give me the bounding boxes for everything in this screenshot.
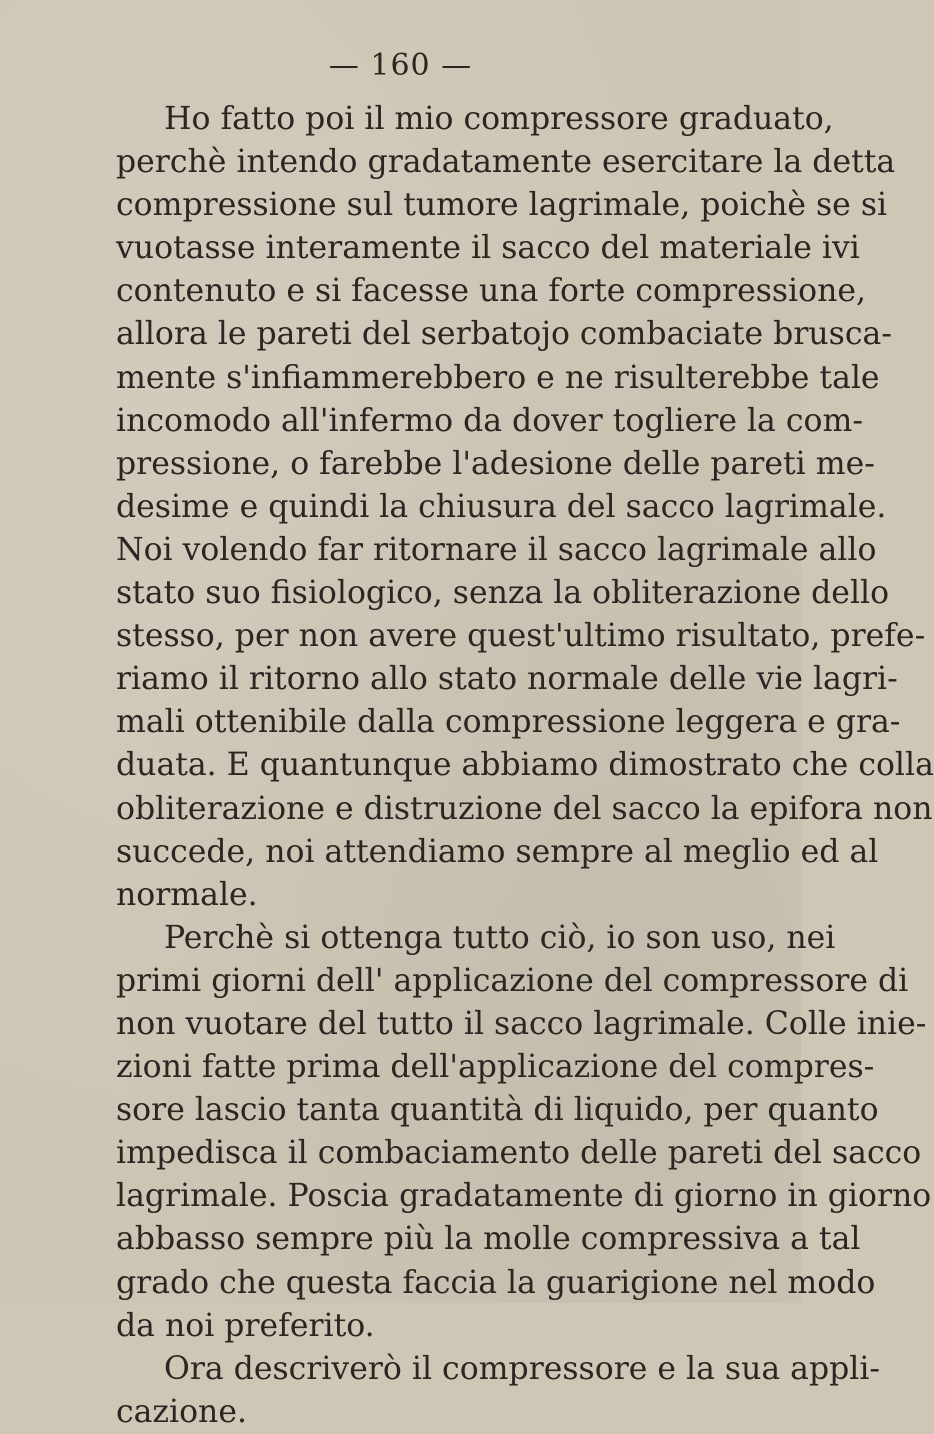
text-line: pressione, o farebbe l'adesione delle pareti me- <box>116 445 875 482</box>
text-line: grado che questa faccia la guarigione nel modo <box>116 1264 876 1301</box>
text-line: duata. E quantunque abbiamo dimostrato che colla <box>116 747 934 784</box>
text-line: obliterazione e distruzione del sacco la epifora non <box>116 790 933 827</box>
paragraph-2 <box>116 917 932 1348</box>
text-line: incomodo all'infermo da dover togliere la com- <box>116 402 863 439</box>
text-line: primi giorni dell' applicazione del compressore di <box>116 962 909 999</box>
text-line: Noi volendo far ritornare il sacco lagrimale allo <box>116 531 877 568</box>
text-line: da noi preferito. <box>116 1307 375 1344</box>
text-line: stato suo fisiologico, senza la obliterazione dello <box>116 575 890 612</box>
text-line: Perchè si ottenga tutto ciò, io son uso, nei <box>164 919 836 956</box>
text-line: vuotasse interamente il sacco del materiale ivi <box>116 230 860 267</box>
text-line: desime e quindi la chiusura del sacco lagrimale. <box>116 488 887 525</box>
text-line: non vuotare del tutto il sacco lagrimale. Colle inie- <box>116 1005 927 1042</box>
text-line: compressione sul tumore lagrimale, poichè se si <box>116 187 888 224</box>
text-line: cazione. <box>116 1393 247 1430</box>
text-line: sore lascio tanta quantità di liquido, per quanto <box>116 1092 879 1129</box>
text-line: abbasso sempre più la molle compressiva a tal <box>116 1221 861 1258</box>
page-body <box>116 98 934 1434</box>
text-line: normale. <box>116 876 258 913</box>
page-number-header: — 160 — <box>328 48 473 83</box>
text-line: mente s'infiammerebbero e ne risulterebbe tale <box>116 359 880 396</box>
text-line: impedisca il combaciamento delle pareti del sacco <box>116 1135 922 1172</box>
text-line: stesso, per non avere quest'ultimo risultato, prefe- <box>116 618 926 655</box>
text-line: succede, noi attendiamo sempre al meglio ed al <box>116 833 879 870</box>
text-line: contenuto e si facesse una forte compressione, <box>116 273 867 310</box>
paragraph-3 <box>116 1348 881 1434</box>
text-line: allora le pareti del serbatojo combaciate brusca- <box>116 316 892 353</box>
text-line: mali ottenibile dalla compressione leggera e gra- <box>116 704 901 741</box>
text-line: riamo il ritorno allo stato normale delle vie lagri- <box>116 661 898 698</box>
paragraph-1 <box>116 98 934 917</box>
text-line: perchè intendo gradatamente esercitare la detta <box>116 144 896 181</box>
text-line: Ora descriverò il compressore e la sua appli- <box>164 1350 881 1387</box>
text-line: lagrimale. Poscia gradatamente di giorno in giorno <box>116 1178 932 1215</box>
text-line: Ho fatto poi il mio compressore graduato, <box>164 101 834 137</box>
text-line: zioni fatte prima dell'applicazione del compres- <box>116 1049 875 1086</box>
